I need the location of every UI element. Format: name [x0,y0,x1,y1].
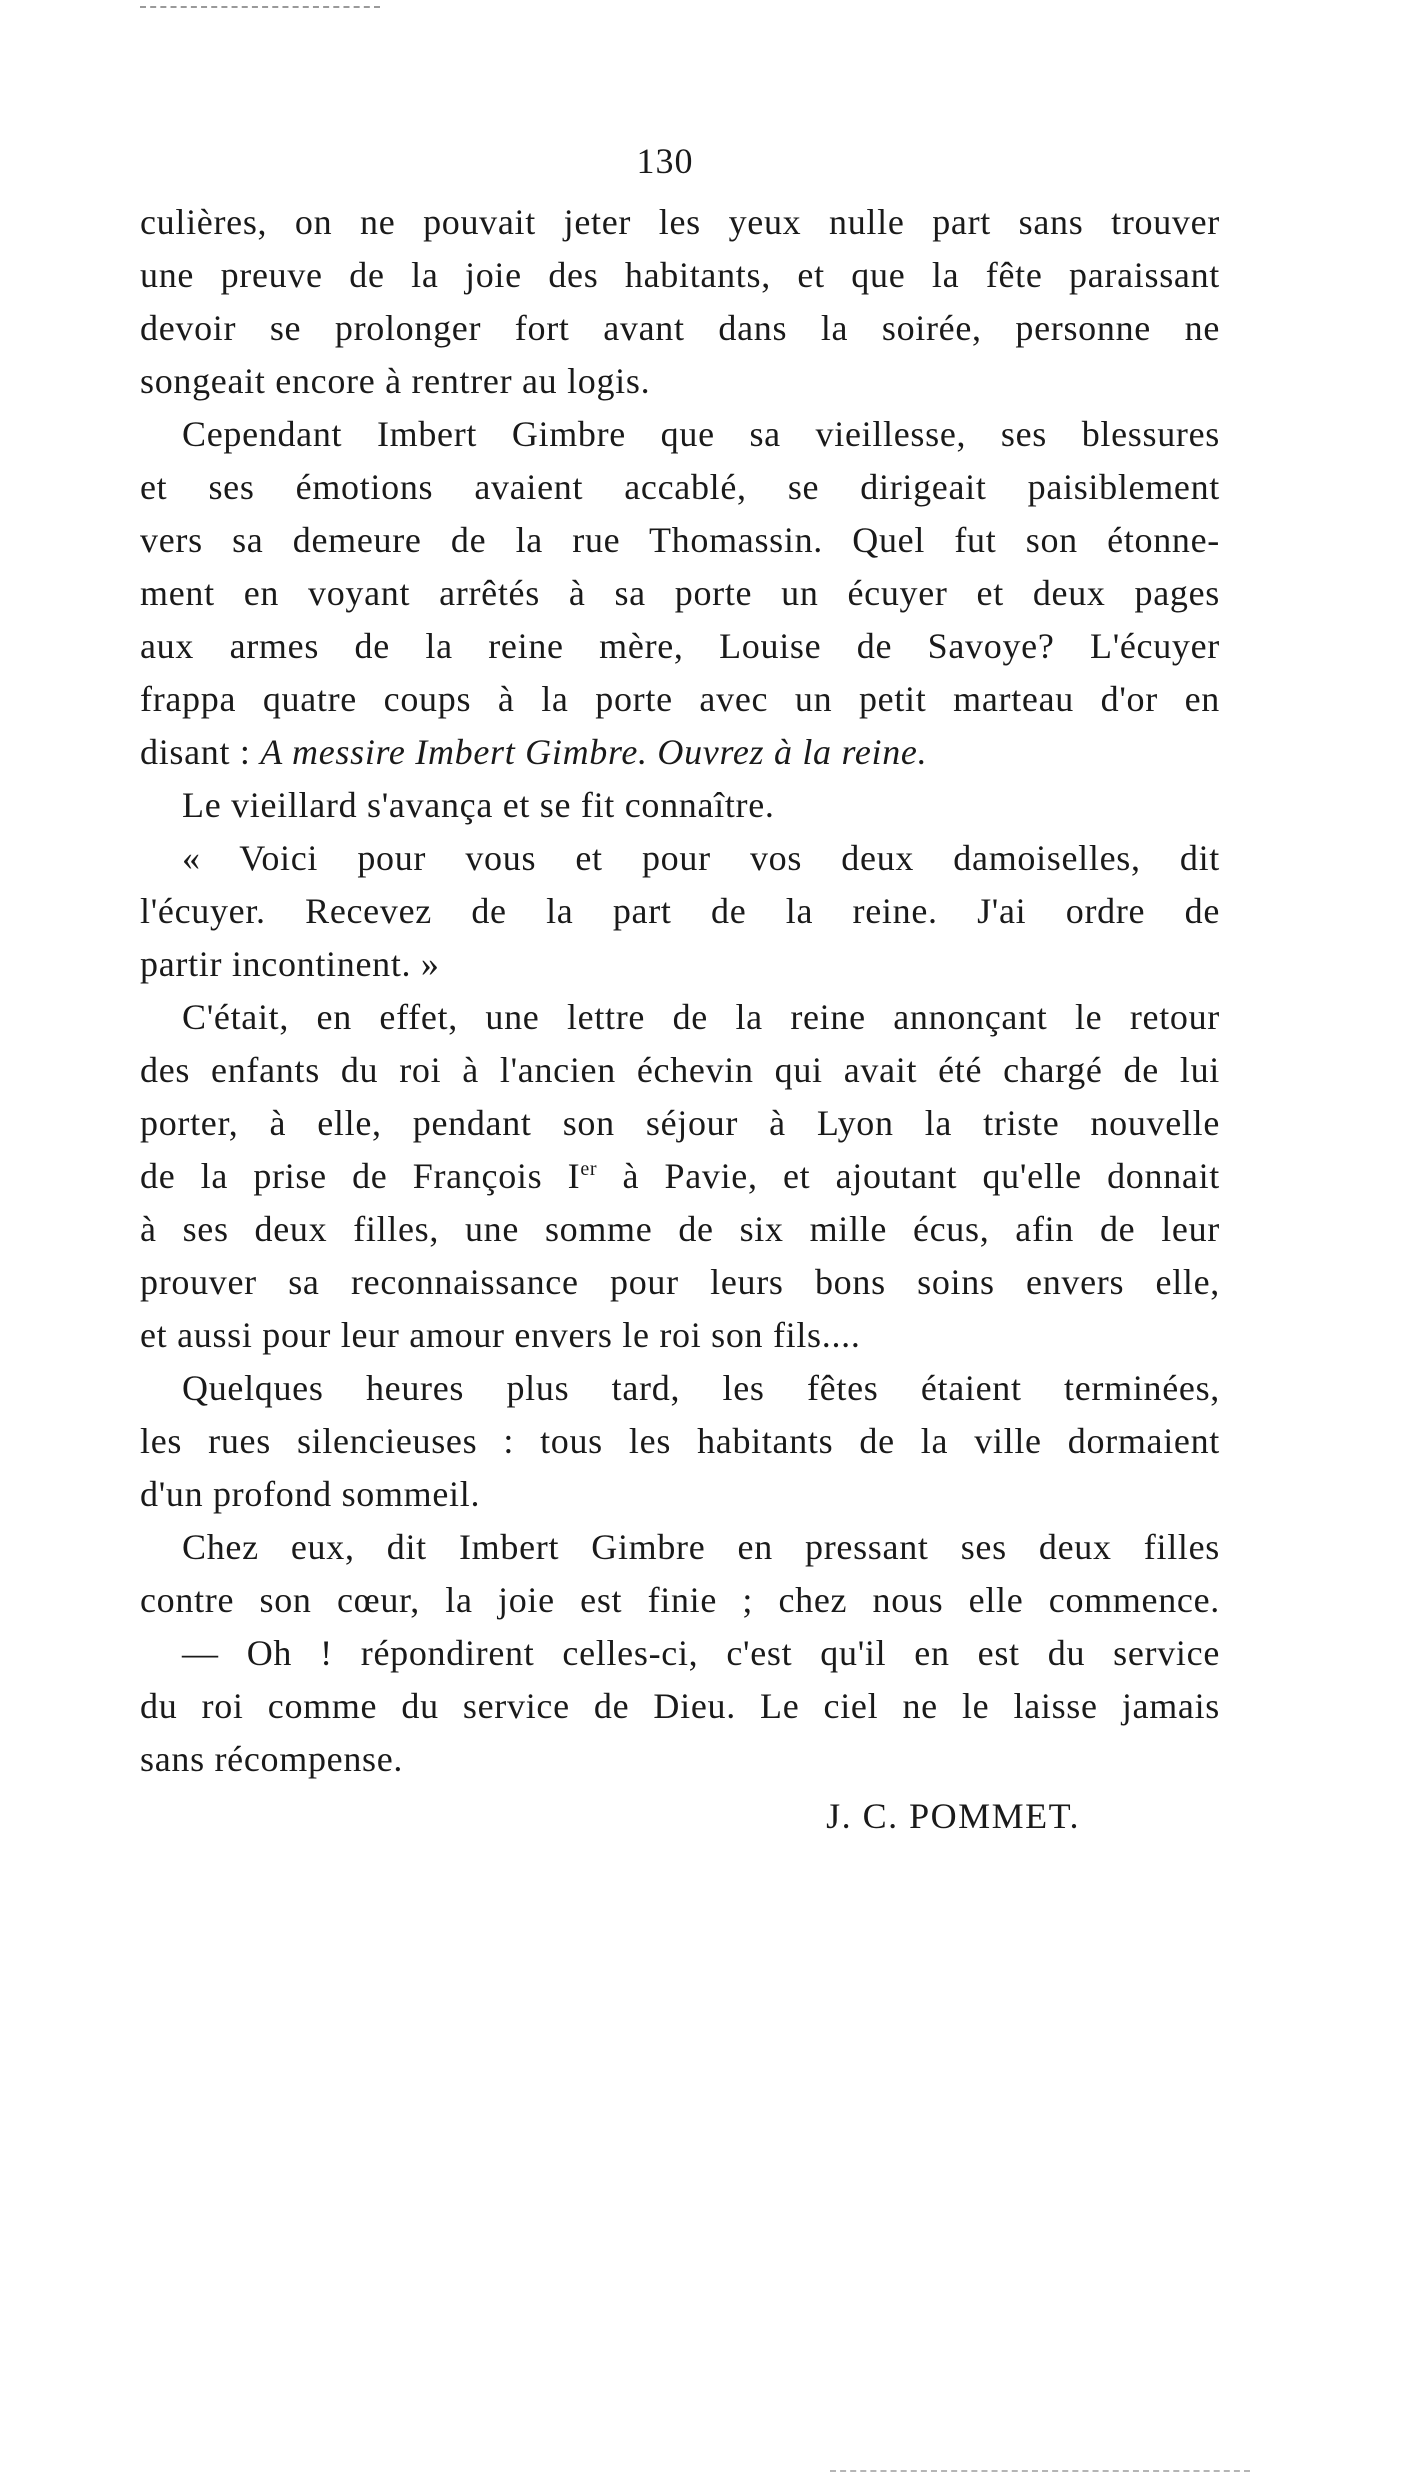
text-line: — Oh ! répondirent celles-ci, c'est qu'il en est du service [182,1633,1220,1673]
text-line: sans récompense. [140,1739,404,1779]
text-line-prefix: disant : [140,732,261,772]
text-line: porter, à elle, pendant son séjour à Lyon la triste nouvelle [140,1103,1220,1143]
page-number: 130 [636,141,694,181]
text-line: ment en voyant arrêtés à sa porte un écuyer et deux pages [140,573,1220,613]
text-line: partir incontinent. » [140,944,440,984]
bottom-scan-rule [830,2470,1250,2474]
body-text [140,196,1220,1843]
text-line [140,1150,1220,1203]
text-line: des enfants du roi à l'ancien échevin qui avait été chargé de lui [140,1050,1220,1090]
text-line: Cependant Imbert Gimbre que sa vieillesse, ses blessures [182,414,1220,454]
author-signature: J. C. POMMET. [826,1796,1080,1836]
text-line: aux armes de la reine mère, Louise de Savoye? L'écuyer [140,626,1220,666]
text-line: « Voici pour vous et pour vos deux damoiselles, dit [182,838,1220,878]
text-line: d'un profond sommeil. [140,1474,481,1514]
text-line-part: à Pavie, et ajoutant qu'elle donnait [597,1156,1220,1196]
text-line: contre son cœur, la joie est finie ; chez nous elle commence. [140,1580,1220,1620]
text-line: frappa quatre coups à la porte avec un petit marteau d'or en [140,679,1220,719]
text-line: songeait encore à rentrer au logis. [140,361,651,401]
text-line: Quelques heures plus tard, les fêtes étaient terminées, [182,1368,1220,1408]
text-line: l'écuyer. Recevez de la part de la reine. J'ai ordre de [140,891,1220,931]
text-line: du roi comme du service de Dieu. Le ciel ne le laisse jamais [140,1686,1220,1726]
text-line: vers sa demeure de la rue Thomassin. Quel fut son étonne- [140,520,1220,560]
text-line: à ses deux filles, une somme de six mille écus, afin de leur [140,1209,1220,1249]
text-line: et ses émotions avaient accablé, se dirigeait paisiblement [140,467,1220,507]
text-line: une preuve de la joie des habitants, et que la fête paraissant [140,255,1220,295]
text-line: Le vieillard s'avança et se fit connaître. [182,785,775,825]
text-line: prouver sa reconnaissance pour leurs bons soins envers elle, [140,1262,1220,1302]
text-line: les rues silencieuses : tous les habitants de la ville dormaient [140,1421,1220,1461]
text-line: et aussi pour leur amour envers le roi son fils.... [140,1315,861,1355]
top-scan-rule [140,6,380,10]
text-line [140,726,1220,779]
text-line: devoir se prolonger fort avant dans la soirée, personne ne [140,308,1220,348]
superscript: er [580,1158,598,1180]
text-line: culières, on ne pouvait jeter les yeux nulle part sans trouver [140,202,1220,242]
italic-quote: A messire Imbert Gimbre. Ouvrez à la reine. [260,732,928,772]
text-line: Chez eux, dit Imbert Gimbre en pressant ses deux filles [182,1527,1220,1567]
text-line: C'était, en effet, une lettre de la reine annonçant le retour [182,997,1220,1037]
text-line-part: de la prise de François I [140,1156,581,1196]
